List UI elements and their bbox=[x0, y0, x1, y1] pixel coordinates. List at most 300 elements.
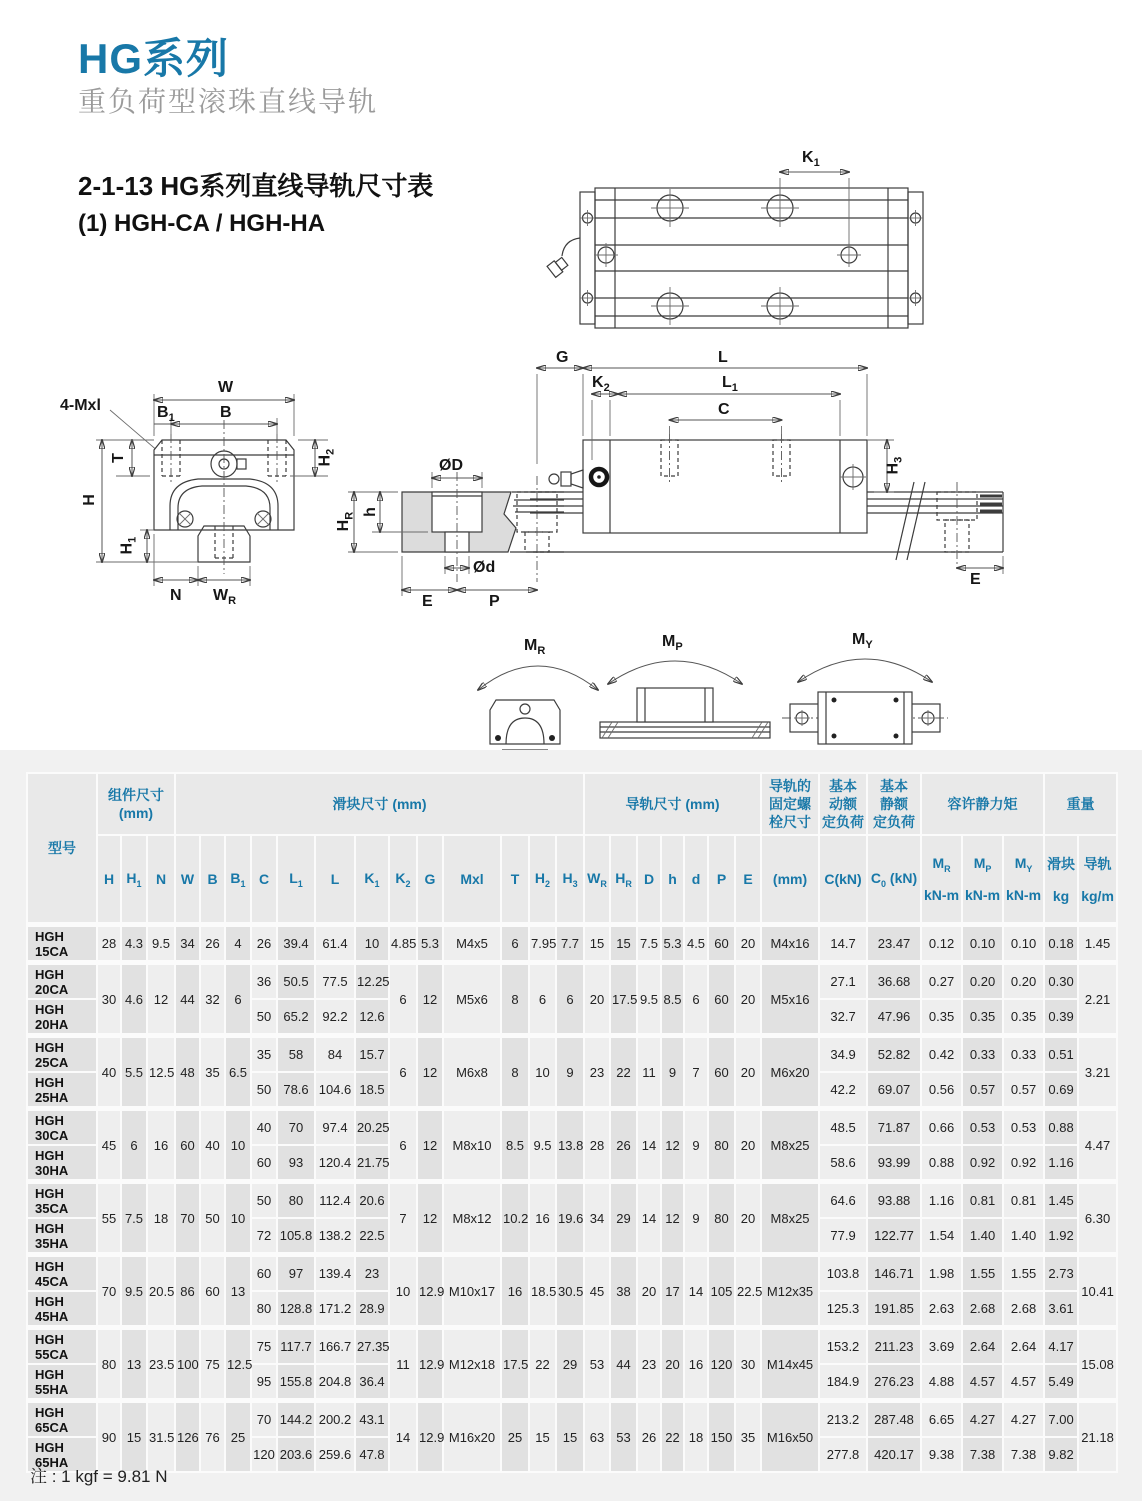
group-header: 组件尺寸 (mm) bbox=[97, 773, 175, 835]
cell-bolt: M8x25 bbox=[761, 1182, 819, 1255]
cell-G: 5.3 bbox=[417, 925, 443, 963]
cell-CkN: 42.2 bbox=[819, 1072, 867, 1109]
cell-C0kN: 47.96 bbox=[867, 999, 921, 1036]
cell-d: 16 bbox=[684, 1328, 708, 1401]
cell-L: 61.4 bbox=[315, 925, 355, 963]
moment-label-mp: $M_P$ bbox=[662, 633, 683, 654]
cell-L1: 117.7 bbox=[277, 1328, 315, 1365]
cell-H3: 6 bbox=[556, 963, 584, 1036]
cell-C: 60 bbox=[251, 1145, 277, 1182]
dim-label-h: H bbox=[80, 494, 98, 506]
col-header: h bbox=[661, 835, 684, 925]
cell-D: 14 bbox=[637, 1109, 661, 1182]
cell-H1: 13 bbox=[121, 1328, 147, 1401]
cell-MR: 0.12 bbox=[921, 925, 962, 963]
cell-h: 12 bbox=[661, 1109, 684, 1182]
cell-L: 204.8 bbox=[315, 1364, 355, 1401]
cell-C: 120 bbox=[251, 1437, 277, 1472]
cell-W: 100 bbox=[175, 1328, 200, 1401]
dim-label-n: N bbox=[170, 587, 182, 604]
cell-H2: 18.5 bbox=[529, 1255, 556, 1328]
cell-HR: 29 bbox=[610, 1182, 637, 1255]
cell-E: 20 bbox=[735, 925, 761, 963]
cell-W: 34 bbox=[175, 925, 200, 963]
col-header: $B_1$ bbox=[225, 835, 251, 925]
cell-B: 50 bbox=[200, 1182, 225, 1255]
cell-h: 17 bbox=[661, 1255, 684, 1328]
cell-K1: 27.35 bbox=[355, 1328, 389, 1365]
cell-model: HGH 20CA bbox=[27, 963, 97, 1000]
cell-B1: 6.5 bbox=[225, 1036, 251, 1109]
cell-H1: 9.5 bbox=[121, 1255, 147, 1328]
cell-L: 84 bbox=[315, 1036, 355, 1073]
cell-K1: 28.9 bbox=[355, 1291, 389, 1328]
cell-H: 45 bbox=[97, 1109, 121, 1182]
cell-H2: 22 bbox=[529, 1328, 556, 1401]
cell-G: 12 bbox=[417, 1036, 443, 1109]
cell-N: 18 bbox=[147, 1182, 175, 1255]
cell-Mxl: M8x10 bbox=[443, 1109, 501, 1182]
cell-MP: 4.57 bbox=[962, 1364, 1003, 1401]
cell-WR: 23 bbox=[584, 1036, 610, 1109]
dim-label-k1: $K_1$ bbox=[802, 149, 820, 170]
dim-label-h2: $H_2$ bbox=[316, 448, 337, 467]
cell-C: 36 bbox=[251, 963, 277, 1000]
cell-C0kN: 211.23 bbox=[867, 1328, 921, 1365]
group-header: 基本 动额 定负荷 bbox=[819, 773, 867, 835]
cell-K1: 43.1 bbox=[355, 1401, 389, 1438]
cell-L: 104.6 bbox=[315, 1072, 355, 1109]
cell-K1: 22.5 bbox=[355, 1218, 389, 1255]
cell-L: 139.4 bbox=[315, 1255, 355, 1292]
cell-bolt: M12x35 bbox=[761, 1255, 819, 1328]
cell-P: 60 bbox=[708, 963, 735, 1036]
cell-kg: 7.00 bbox=[1044, 1401, 1078, 1438]
cell-K2: 14 bbox=[389, 1401, 417, 1473]
cell-G: 12 bbox=[417, 1182, 443, 1255]
cell-Mxl: M8x12 bbox=[443, 1182, 501, 1255]
cell-T: 10.2 bbox=[501, 1182, 529, 1255]
cell-MY: 0.92 bbox=[1003, 1145, 1044, 1182]
cell-W: 48 bbox=[175, 1036, 200, 1109]
cell-L1: 144.2 bbox=[277, 1401, 315, 1438]
group-header: 重量 bbox=[1044, 773, 1117, 835]
cell-L1: 97 bbox=[277, 1255, 315, 1292]
dim-label-h3: $H_3$ bbox=[884, 456, 905, 475]
cell-B: 35 bbox=[200, 1036, 225, 1109]
cell-kg: 2.73 bbox=[1044, 1255, 1078, 1292]
cell-WR: 15 bbox=[584, 925, 610, 963]
cell-H1: 4.3 bbox=[121, 925, 147, 963]
cell-MP: 7.38 bbox=[962, 1437, 1003, 1472]
dim-label-w: W bbox=[218, 379, 234, 396]
cell-MY: 0.81 bbox=[1003, 1182, 1044, 1219]
cell-model: HGH 55HA bbox=[27, 1364, 97, 1401]
cell-E: 22.5 bbox=[735, 1255, 761, 1328]
cell-model: HGH 45CA bbox=[27, 1255, 97, 1292]
cell-L: 77.5 bbox=[315, 963, 355, 1000]
dim-label-g: G bbox=[556, 349, 569, 366]
cell-C: 80 bbox=[251, 1291, 277, 1328]
cell-K2: 7 bbox=[389, 1182, 417, 1255]
table-row bbox=[27, 1109, 1117, 1146]
cell-B1: 25 bbox=[225, 1401, 251, 1473]
cell-L1: 39.4 bbox=[277, 925, 315, 963]
cell-C: 75 bbox=[251, 1328, 277, 1365]
cell-model: HGH 35CA bbox=[27, 1182, 97, 1219]
cell-MP: 0.57 bbox=[962, 1072, 1003, 1109]
dim-label-l1: $L_1$ bbox=[722, 374, 738, 395]
cell-HR: 38 bbox=[610, 1255, 637, 1328]
cell-MY: 0.10 bbox=[1003, 925, 1044, 963]
dim-label-l: L bbox=[718, 349, 728, 366]
subsection-title: (1) HGH-CA / HGH-HA bbox=[78, 210, 326, 237]
cell-MY: 0.53 bbox=[1003, 1109, 1044, 1146]
cell-L: 171.2 bbox=[315, 1291, 355, 1328]
col-header: H bbox=[97, 835, 121, 925]
cell-B: 60 bbox=[200, 1255, 225, 1328]
col-header: $H_2$ bbox=[529, 835, 556, 925]
cell-P: 120 bbox=[708, 1328, 735, 1401]
cell-h: 12 bbox=[661, 1182, 684, 1255]
cell-MR: 0.66 bbox=[921, 1109, 962, 1146]
cell-C0kN: 93.88 bbox=[867, 1182, 921, 1219]
cell-L1: 50.5 bbox=[277, 963, 315, 1000]
cell-K1: 18.5 bbox=[355, 1072, 389, 1109]
moment-label-mr: $M_R$ bbox=[524, 637, 546, 658]
cell-E: 20 bbox=[735, 963, 761, 1036]
col-header: E bbox=[735, 835, 761, 925]
group-header: 滑块尺寸 (mm) bbox=[175, 773, 584, 835]
cell-H: 90 bbox=[97, 1401, 121, 1473]
cell-CkN: 48.5 bbox=[819, 1109, 867, 1146]
cell-L: 166.7 bbox=[315, 1328, 355, 1365]
cell-C: 35 bbox=[251, 1036, 277, 1073]
cell-CkN: 103.8 bbox=[819, 1255, 867, 1292]
cell-rail_kg: 4.47 bbox=[1078, 1109, 1117, 1182]
cell-B1: 10 bbox=[225, 1109, 251, 1182]
cell-H3: 9 bbox=[556, 1036, 584, 1109]
cell-K2: 6 bbox=[389, 1109, 417, 1182]
page-title: HG系列 bbox=[78, 35, 230, 82]
cell-MP: 4.27 bbox=[962, 1401, 1003, 1438]
col-header: T bbox=[501, 835, 529, 925]
cell-kg: 3.61 bbox=[1044, 1291, 1078, 1328]
cell-L: 120.4 bbox=[315, 1145, 355, 1182]
cell-H1: 5.5 bbox=[121, 1036, 147, 1109]
col-header: B bbox=[200, 835, 225, 925]
spec-table bbox=[26, 772, 1118, 1473]
cell-MR: 4.88 bbox=[921, 1364, 962, 1401]
cell-C: 40 bbox=[251, 1109, 277, 1146]
cell-MY: 0.20 bbox=[1003, 963, 1044, 1000]
cell-h: 9 bbox=[661, 1036, 684, 1109]
moment-label-my: $M_Y$ bbox=[852, 631, 873, 652]
cell-B: 76 bbox=[200, 1401, 225, 1473]
col-header: $W_R$ bbox=[584, 835, 610, 925]
cell-K2: 11 bbox=[389, 1328, 417, 1401]
cell-B: 75 bbox=[200, 1328, 225, 1401]
cell-T: 16 bbox=[501, 1255, 529, 1328]
cell-W: 126 bbox=[175, 1401, 200, 1473]
cell-kg: 1.92 bbox=[1044, 1218, 1078, 1255]
cell-C: 60 bbox=[251, 1255, 277, 1292]
cell-MR: 1.98 bbox=[921, 1255, 962, 1292]
cell-MR: 1.16 bbox=[921, 1182, 962, 1219]
cell-H3: 19.6 bbox=[556, 1182, 584, 1255]
cell-WR: 45 bbox=[584, 1255, 610, 1328]
dim-label-4mxl: 4-Mxl bbox=[60, 397, 101, 414]
col-header: d bbox=[684, 835, 708, 925]
cell-C: 72 bbox=[251, 1218, 277, 1255]
cell-MR: 6.65 bbox=[921, 1401, 962, 1438]
cell-L1: 78.6 bbox=[277, 1072, 315, 1109]
cell-L1: 70 bbox=[277, 1109, 315, 1146]
cell-model: HGH 45HA bbox=[27, 1291, 97, 1328]
drawing-moments bbox=[450, 612, 990, 754]
cell-N: 16 bbox=[147, 1109, 175, 1182]
cell-B1: 12.5 bbox=[225, 1328, 251, 1401]
cell-MY: 0.33 bbox=[1003, 1036, 1044, 1073]
dim-label-p: P bbox=[489, 593, 500, 610]
cell-L: 97.4 bbox=[315, 1109, 355, 1146]
cell-H: 30 bbox=[97, 963, 121, 1036]
cell-Mxl: M16x20 bbox=[443, 1401, 501, 1473]
cell-MP: 0.81 bbox=[962, 1182, 1003, 1219]
cell-H3: 13.8 bbox=[556, 1109, 584, 1182]
cell-MY: 0.57 bbox=[1003, 1072, 1044, 1109]
cell-K1: 15.7 bbox=[355, 1036, 389, 1073]
cell-C: 50 bbox=[251, 999, 277, 1036]
col-header: 滑块 kg bbox=[1044, 835, 1078, 925]
cell-rail_kg: 3.21 bbox=[1078, 1036, 1117, 1109]
cell-MY: 2.64 bbox=[1003, 1328, 1044, 1365]
cell-N: 12.5 bbox=[147, 1036, 175, 1109]
table-row bbox=[27, 1328, 1117, 1365]
cell-model: HGH 30HA bbox=[27, 1145, 97, 1182]
cell-G: 12.9 bbox=[417, 1255, 443, 1328]
cell-d: 6 bbox=[684, 963, 708, 1036]
cell-H1: 7.5 bbox=[121, 1182, 147, 1255]
cell-H: 28 bbox=[97, 925, 121, 963]
cell-model: HGH 65HA bbox=[27, 1437, 97, 1472]
table-row bbox=[27, 925, 1117, 963]
cell-B: 40 bbox=[200, 1109, 225, 1182]
cell-C: 26 bbox=[251, 925, 277, 963]
cell-D: 7.5 bbox=[637, 925, 661, 963]
dim-label-e: E bbox=[422, 593, 433, 610]
cell-L: 92.2 bbox=[315, 999, 355, 1036]
cell-W: 60 bbox=[175, 1109, 200, 1182]
cell-WR: 20 bbox=[584, 963, 610, 1036]
cell-C0kN: 93.99 bbox=[867, 1145, 921, 1182]
cell-H2: 15 bbox=[529, 1401, 556, 1473]
cell-model: HGH 20HA bbox=[27, 999, 97, 1036]
cell-rail_kg: 6.30 bbox=[1078, 1182, 1117, 1255]
cell-rail_kg: 21.18 bbox=[1078, 1401, 1117, 1473]
cell-CkN: 184.9 bbox=[819, 1364, 867, 1401]
col-header: N bbox=[147, 835, 175, 925]
drawing-plan-view bbox=[540, 142, 970, 350]
cell-H2: 16 bbox=[529, 1182, 556, 1255]
dim-label-od: ØD bbox=[439, 457, 463, 474]
cell-H1: 6 bbox=[121, 1109, 147, 1182]
cell-kg: 0.30 bbox=[1044, 963, 1078, 1000]
cell-WR: 34 bbox=[584, 1182, 610, 1255]
cell-P: 60 bbox=[708, 925, 735, 963]
page-subtitle: 重负荷型滚珠直线导轨 bbox=[78, 86, 379, 117]
cell-T: 8 bbox=[501, 1036, 529, 1109]
cell-H: 40 bbox=[97, 1036, 121, 1109]
cell-H2: 7.95 bbox=[529, 925, 556, 963]
cell-K1: 20.25 bbox=[355, 1109, 389, 1146]
cell-B1: 13 bbox=[225, 1255, 251, 1328]
cell-L1: 128.8 bbox=[277, 1291, 315, 1328]
cell-K1: 47.8 bbox=[355, 1437, 389, 1472]
cell-CkN: 32.7 bbox=[819, 999, 867, 1036]
drawing-side-view bbox=[530, 348, 1110, 620]
cell-P: 60 bbox=[708, 1036, 735, 1109]
cell-rail_kg: 2.21 bbox=[1078, 963, 1117, 1036]
cell-WR: 28 bbox=[584, 1109, 610, 1182]
cell-MP: 0.53 bbox=[962, 1109, 1003, 1146]
col-header: $H_3$ bbox=[556, 835, 584, 925]
cell-Mxl: M12x18 bbox=[443, 1328, 501, 1401]
dim-label-h1: $H_1$ bbox=[118, 536, 139, 555]
cell-T: 8.5 bbox=[501, 1109, 529, 1182]
cell-L: 200.2 bbox=[315, 1401, 355, 1438]
cell-L1: 65.2 bbox=[277, 999, 315, 1036]
cell-C: 95 bbox=[251, 1364, 277, 1401]
cell-Mxl: M4x5 bbox=[443, 925, 501, 963]
cell-L1: 105.8 bbox=[277, 1218, 315, 1255]
cell-CkN: 213.2 bbox=[819, 1401, 867, 1438]
table-row bbox=[27, 1182, 1117, 1219]
cell-MR: 1.54 bbox=[921, 1218, 962, 1255]
col-header: $L_1$ bbox=[277, 835, 315, 925]
cell-kg: 0.69 bbox=[1044, 1072, 1078, 1109]
group-header: 导轨尺寸 (mm) bbox=[584, 773, 761, 835]
cell-N: 20.5 bbox=[147, 1255, 175, 1328]
cell-K1: 36.4 bbox=[355, 1364, 389, 1401]
cell-N: 12 bbox=[147, 963, 175, 1036]
col-header-model: 型号 bbox=[27, 773, 97, 925]
cell-CkN: 64.6 bbox=[819, 1182, 867, 1219]
cell-C0kN: 71.87 bbox=[867, 1109, 921, 1146]
cell-H3: 7.7 bbox=[556, 925, 584, 963]
cell-K2: 6 bbox=[389, 1036, 417, 1109]
cell-rail_kg: 1.45 bbox=[1078, 925, 1117, 963]
cell-CkN: 77.9 bbox=[819, 1218, 867, 1255]
cell-bolt: M6x20 bbox=[761, 1036, 819, 1109]
cell-bolt: M4x16 bbox=[761, 925, 819, 963]
cell-model: HGH 30CA bbox=[27, 1109, 97, 1146]
cell-model: HGH 65CA bbox=[27, 1401, 97, 1438]
cell-H2: 6 bbox=[529, 963, 556, 1036]
cell-B1: 4 bbox=[225, 925, 251, 963]
cell-K1: 21.75 bbox=[355, 1145, 389, 1182]
col-header: $C_0$ (kN) bbox=[867, 835, 921, 925]
cell-MR: 2.63 bbox=[921, 1291, 962, 1328]
col-header: $H_R$ bbox=[610, 835, 637, 925]
cell-L1: 58 bbox=[277, 1036, 315, 1073]
cell-K1: 20.6 bbox=[355, 1182, 389, 1219]
cell-E: 20 bbox=[735, 1182, 761, 1255]
cell-C0kN: 276.23 bbox=[867, 1364, 921, 1401]
cell-kg: 0.51 bbox=[1044, 1036, 1078, 1073]
cell-MY: 1.40 bbox=[1003, 1218, 1044, 1255]
cell-MY: 0.35 bbox=[1003, 999, 1044, 1036]
group-header: 导轨的 固定螺 栓尺寸 bbox=[761, 773, 819, 835]
cell-MP: 0.92 bbox=[962, 1145, 1003, 1182]
cell-MR: 0.35 bbox=[921, 999, 962, 1036]
cell-MR: 3.69 bbox=[921, 1328, 962, 1365]
cell-L: 138.2 bbox=[315, 1218, 355, 1255]
cell-CkN: 58.6 bbox=[819, 1145, 867, 1182]
section-title: 2-1-13 HG系列直线导轨尺寸表 bbox=[78, 171, 434, 201]
cell-P: 105 bbox=[708, 1255, 735, 1328]
col-header: (mm) bbox=[761, 835, 819, 925]
cell-L1: 93 bbox=[277, 1145, 315, 1182]
cell-G: 12 bbox=[417, 963, 443, 1036]
cell-CkN: 153.2 bbox=[819, 1328, 867, 1365]
cell-D: 14 bbox=[637, 1182, 661, 1255]
cell-T: 17.5 bbox=[501, 1328, 529, 1401]
dim-label-wr: $W_R$ bbox=[213, 587, 237, 608]
cell-K1: 10 bbox=[355, 925, 389, 963]
cell-WR: 53 bbox=[584, 1328, 610, 1401]
cell-kg: 5.49 bbox=[1044, 1364, 1078, 1401]
col-header: C bbox=[251, 835, 277, 925]
table-row bbox=[27, 1255, 1117, 1292]
cell-E: 35 bbox=[735, 1401, 761, 1473]
cell-kg: 4.17 bbox=[1044, 1328, 1078, 1365]
cell-H: 80 bbox=[97, 1328, 121, 1401]
cell-MR: 0.56 bbox=[921, 1072, 962, 1109]
col-header: D bbox=[637, 835, 661, 925]
cell-D: 20 bbox=[637, 1255, 661, 1328]
dim-label-k2: $K_2$ bbox=[592, 374, 610, 395]
cell-CkN: 27.1 bbox=[819, 963, 867, 1000]
col-header: $K_1$ bbox=[355, 835, 389, 925]
cell-C0kN: 287.48 bbox=[867, 1401, 921, 1438]
cell-C0kN: 420.17 bbox=[867, 1437, 921, 1472]
table-section bbox=[0, 750, 1142, 1501]
cell-D: 23 bbox=[637, 1328, 661, 1401]
cell-H: 70 bbox=[97, 1255, 121, 1328]
cell-B1: 10 bbox=[225, 1182, 251, 1255]
footnote: 注 : 1 kgf = 9.81 N bbox=[30, 1467, 168, 1486]
cell-MP: 1.40 bbox=[962, 1218, 1003, 1255]
cell-K1: 12.6 bbox=[355, 999, 389, 1036]
cell-kg: 1.45 bbox=[1044, 1182, 1078, 1219]
cell-HR: 26 bbox=[610, 1109, 637, 1182]
cell-K2: 10 bbox=[389, 1255, 417, 1328]
cell-HR: 44 bbox=[610, 1328, 637, 1401]
cell-H2: 9.5 bbox=[529, 1109, 556, 1182]
dim-label-b: B bbox=[220, 404, 232, 421]
col-header: $M_P$ kN-m bbox=[962, 835, 1003, 925]
col-header: W bbox=[175, 835, 200, 925]
col-header: L bbox=[315, 835, 355, 925]
cell-C0kN: 191.85 bbox=[867, 1291, 921, 1328]
cell-H1: 4.6 bbox=[121, 963, 147, 1036]
cell-H3: 30.5 bbox=[556, 1255, 584, 1328]
cell-G: 12 bbox=[417, 1109, 443, 1182]
cell-C: 50 bbox=[251, 1072, 277, 1109]
cell-d: 14 bbox=[684, 1255, 708, 1328]
cell-B1: 6 bbox=[225, 963, 251, 1036]
